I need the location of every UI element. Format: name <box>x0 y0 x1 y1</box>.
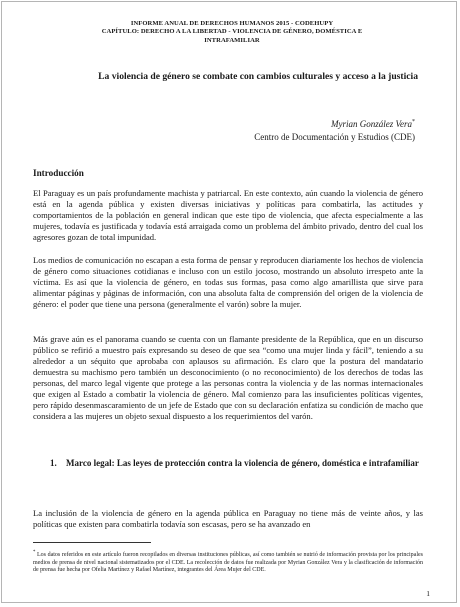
author-name: Myrian González Vera <box>331 119 412 129</box>
author-affiliation: Centro de Documentación y Estudios (CDE) <box>254 131 415 142</box>
section-title: Marco legal: Las leyes de protección contra la violencia de género, doméstica e intrafamiliar <box>66 458 419 468</box>
footnote-mark: * <box>33 550 36 555</box>
paragraph-2: Los medios de comunicación no escapan a esta forma de pensar y reproducen diariamente los hechos de violencia de género como situaciones cotidianas e incluso con un estilo jocoso, mostrando un absoluto irrespeto ante la víctima. Es así que la violencia de género, en todas sus formas, pasa como algo amarillista que sirve para alimentar páginas y páginas de información, con una absoluta falta de comprensión del origen de la violencia de género: el poder que tiene una persona (generalmente el varón) sobre la mujer. <box>33 255 423 309</box>
footnote-text: Los datos referidos en este artículo fueron recopilados en diversas instituciones públicas, así como también se nutrió de información provista por los principales medios de prensa de nivel nacional sistematizados por el CDE. La recolección de datos fue realizada por Myrian González Vera y la clasificación de información de prensa fue hecha por Ofelia Martínez y Rafael Martínez, integrantes del Área Mujer del CDE. <box>33 552 423 574</box>
intro-heading: Introducción <box>33 168 84 178</box>
header-line-3: INTRAFAMILIAR <box>204 36 260 44</box>
report-header <box>62 20 402 45</box>
footnote <box>33 549 423 575</box>
page-number: 1 <box>426 589 430 598</box>
author-footnote-mark: * <box>412 119 415 125</box>
section-number: 1. <box>50 458 57 468</box>
author-block <box>254 116 415 143</box>
document-page <box>1 1 457 603</box>
header-line-1: INFORME ANUAL DE DERECHOS HUMANOS 2015 - CODEHUPY <box>130 20 334 27</box>
paragraph-3: Más grave aún es el panorama cuando se cuenta con un flamante presidente de la República, que en un discurso público se refirió a muestro país expresando su deseo de que sea “como una mujer linda y fácil”, teniendo a su alrededor a un séquito que aprobaba con aplausos su afirmación. Es claro que la postura del mandatario demuestra su machismo pero también un desconocimiento (o no reconocimiento) de los derechos de todas las personas, del marco legal vigente que protege a las personas contra la violencia y de las normas internacionales que exigen al Estado a combatir la violencia de género. Mal comienzo para las insuficientes políticas vigentes, pero rápido desenmascaramiento de un jefe de Estado que con su declaración enfatiza su condición de macho que considera a las mujeres un objeto sexual dispuesto a los requerimientos del varón. <box>33 334 423 421</box>
footnote-divider <box>33 542 151 543</box>
article-title: La violencia de género se combate con cambios culturales y acceso a la justicia <box>98 71 418 82</box>
paragraph-1: El Paraguay es un país profundamente machista y patriarcal. En este contexto, aún cuando la violencia de género está en la agenda pública y existen diversas iniciativas y políticas para combatirla, las actitudes y comportamientos de la población en general indican que este tipo de violencia, que afecta especialmente a las mujeres, todavía es justificada y todavía está arraigada como un problema del ámbito privado, dentro del cual los agresores gozan de total impunidad. <box>33 188 423 242</box>
section-paragraph: La inclusión de la violencia de género en la agenda pública en Paraguay no tiene más de veinte años, y las políticas que existen para combatirla todavía son escasas, pero se ha avanzado en <box>33 508 423 529</box>
header-line-2: CAPÍTULO: DERECHO A LA LIBERTAD - VIOLENCIA DE GÉNERO, DOMÉSTICA E <box>101 28 363 36</box>
section-heading <box>50 458 422 470</box>
